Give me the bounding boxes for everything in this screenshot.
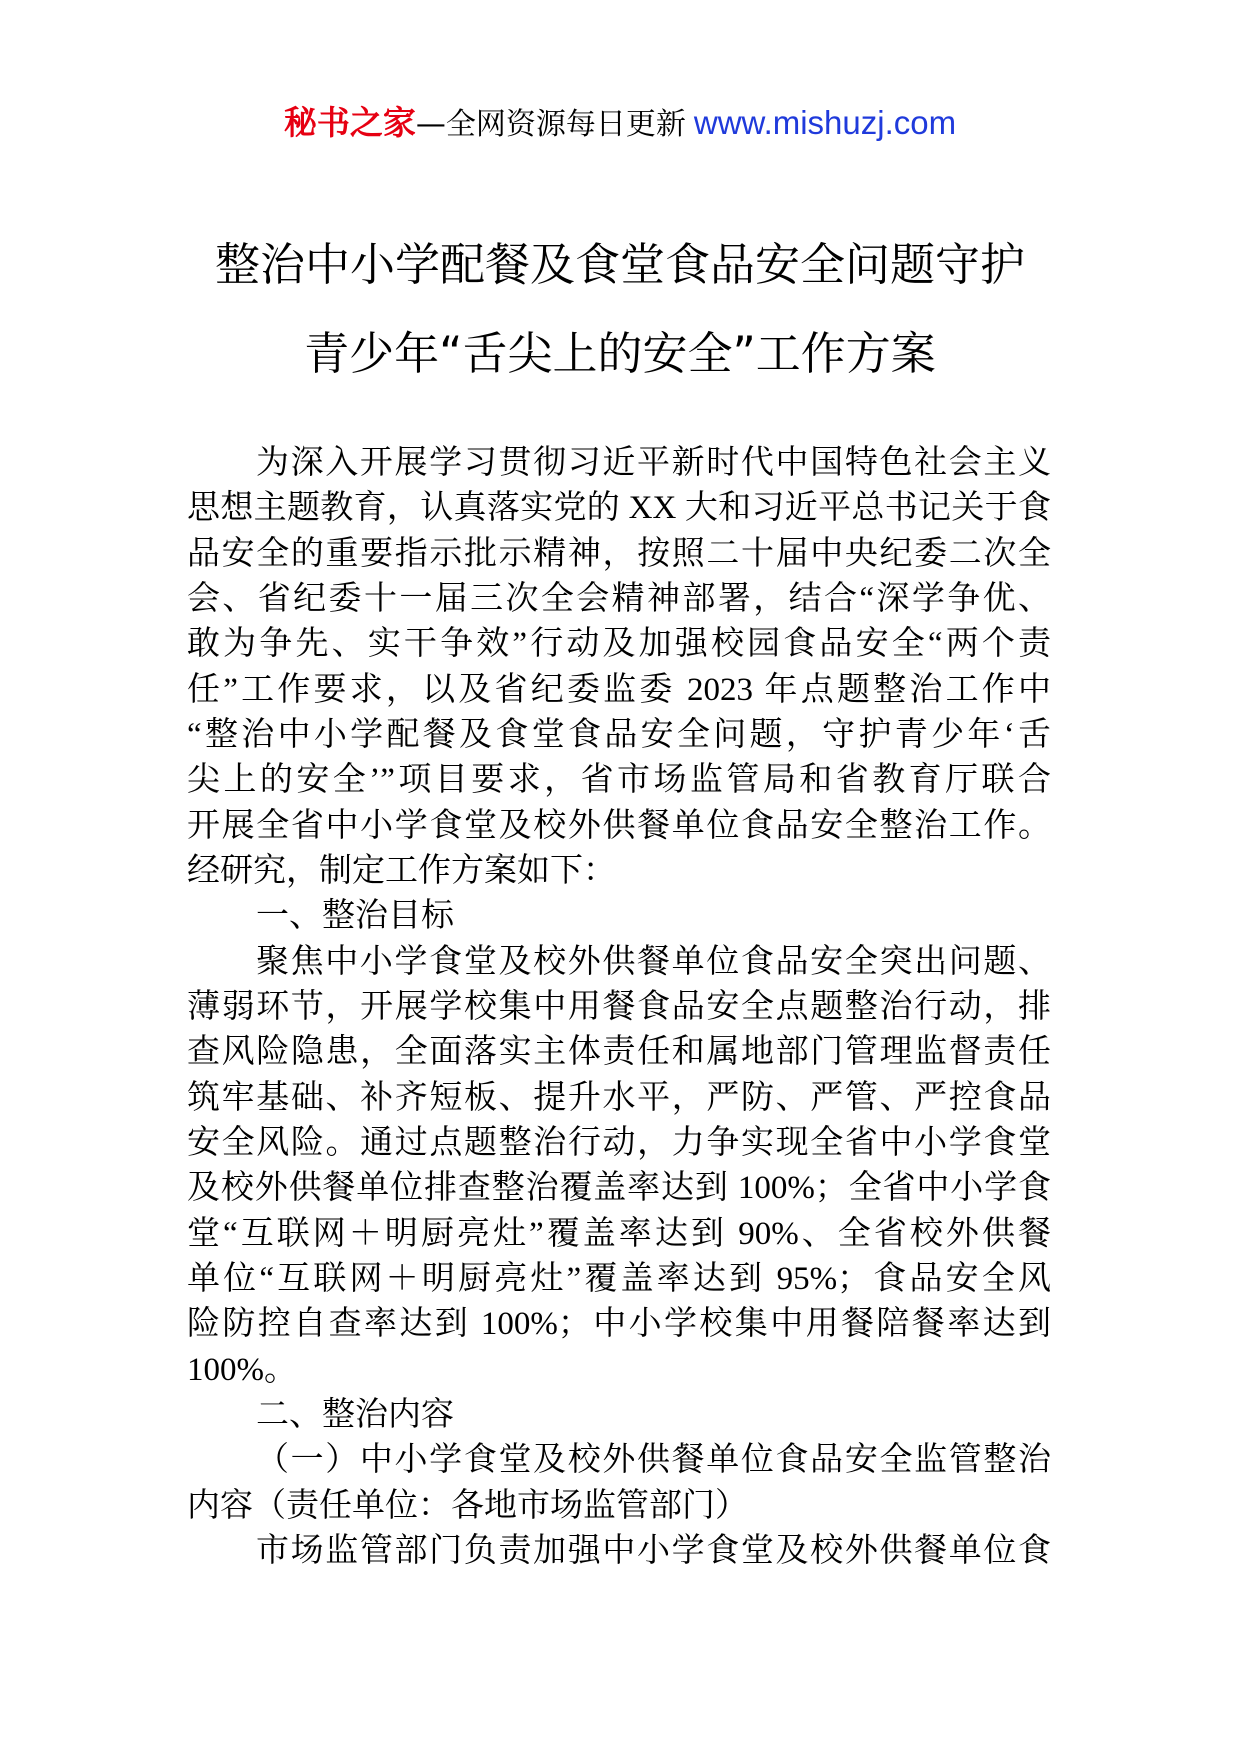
document-title-line: 青少年“舌尖上的安全”工作方案	[304, 327, 936, 381]
document-title	[0, 220, 1240, 399]
paragraph-line: 敢为争先、实干争效”行动及加强校园食品安全“两个责	[187, 626, 1051, 663]
subsection-heading-line: （一）中小学食堂及校外供餐单位食品安全监管整治	[256, 1442, 1051, 1479]
paragraph	[187, 1529, 1051, 1574]
paragraph	[187, 940, 1051, 1393]
subsection-heading	[187, 1438, 1051, 1529]
paragraph-line: 思想主题教育，认真落实党的 XX 大和习近平总书记关于食	[187, 490, 1051, 527]
paragraph-line: 开展全省中小学食堂及校外供餐单位食品安全整治工作。	[187, 807, 1051, 844]
section-heading-line: 一、整治目标	[256, 898, 454, 935]
paragraph-line: 尖上的安全’”项目要求，省市场监管局和省教育厅联合	[187, 762, 1051, 799]
paragraph	[187, 441, 1051, 894]
paragraph-line: 险防控自查率达到 100%；中小学校集中用餐陪餐率达到	[187, 1306, 1051, 1343]
paragraph-line: 经研究，制定工作方案如下：	[187, 852, 616, 889]
paragraph-line: 100%。	[187, 1351, 297, 1388]
paragraph-line: 会、省纪委十一届三次全会精神部署，结合“深学争优、	[187, 580, 1051, 617]
subsection-heading-line: 内容（责任单位：各地市场监管部门）	[187, 1487, 748, 1524]
paragraph-line: 为深入开展学习贯彻习近平新时代中国特色社会主义	[256, 445, 1051, 481]
paragraph-line: 品安全的重要指示批示精神，按照二十届中央纪委二次全	[187, 535, 1051, 572]
site-brand: 秘书之家	[283, 103, 416, 142]
paragraph-line: 聚焦中小学食堂及校外供餐单位食品安全突出问题、	[256, 943, 1051, 980]
paragraph-line: 及校外供餐单位排查整治覆盖率达到 100%；全省中小学食	[187, 1170, 1051, 1207]
paragraph-line: 单位“互联网＋明厨亮灶”覆盖率达到 95%；食品安全风	[187, 1260, 1051, 1297]
paragraph-line: 查风险隐患，全面落实主体责任和属地部门管理监督责任	[187, 1034, 1051, 1071]
paragraph-line: “整治中小学配餐及食堂食品安全问题，守护青少年‘舌	[187, 716, 1051, 753]
paragraph-line: 堂“互联网＋明厨亮灶”覆盖率达到 90%、全省校外供餐	[187, 1215, 1051, 1252]
document-title-line: 整治中小学配餐及食堂食品安全问题守护	[214, 238, 1025, 291]
section-heading	[187, 894, 1051, 939]
paragraph-line: 安全风险。通过点题整治行动，力争实现全省中小学食堂	[187, 1124, 1051, 1161]
site-banner	[0, 100, 1240, 146]
paragraph-line: 任”工作要求，以及省纪委监委 2023 年点题整治工作中	[187, 671, 1051, 708]
section-heading	[187, 1393, 1051, 1438]
paragraph-line: 筑牢基础、补齐短板、提升水平，严防、严管、严控食品	[187, 1079, 1051, 1116]
paragraph-line: 市场监管部门负责加强中小学食堂及校外供餐单位食	[256, 1532, 1051, 1569]
paragraph-line: 薄弱环节，开展学校集中用餐食品安全点题整治行动，排	[187, 988, 1051, 1025]
section-heading-line: 二、整治内容	[256, 1396, 454, 1433]
document-body	[187, 441, 1051, 1574]
site-tagline: —全网资源每日更新	[415, 107, 686, 142]
site-url: www.mishuzj.com	[693, 104, 957, 141]
